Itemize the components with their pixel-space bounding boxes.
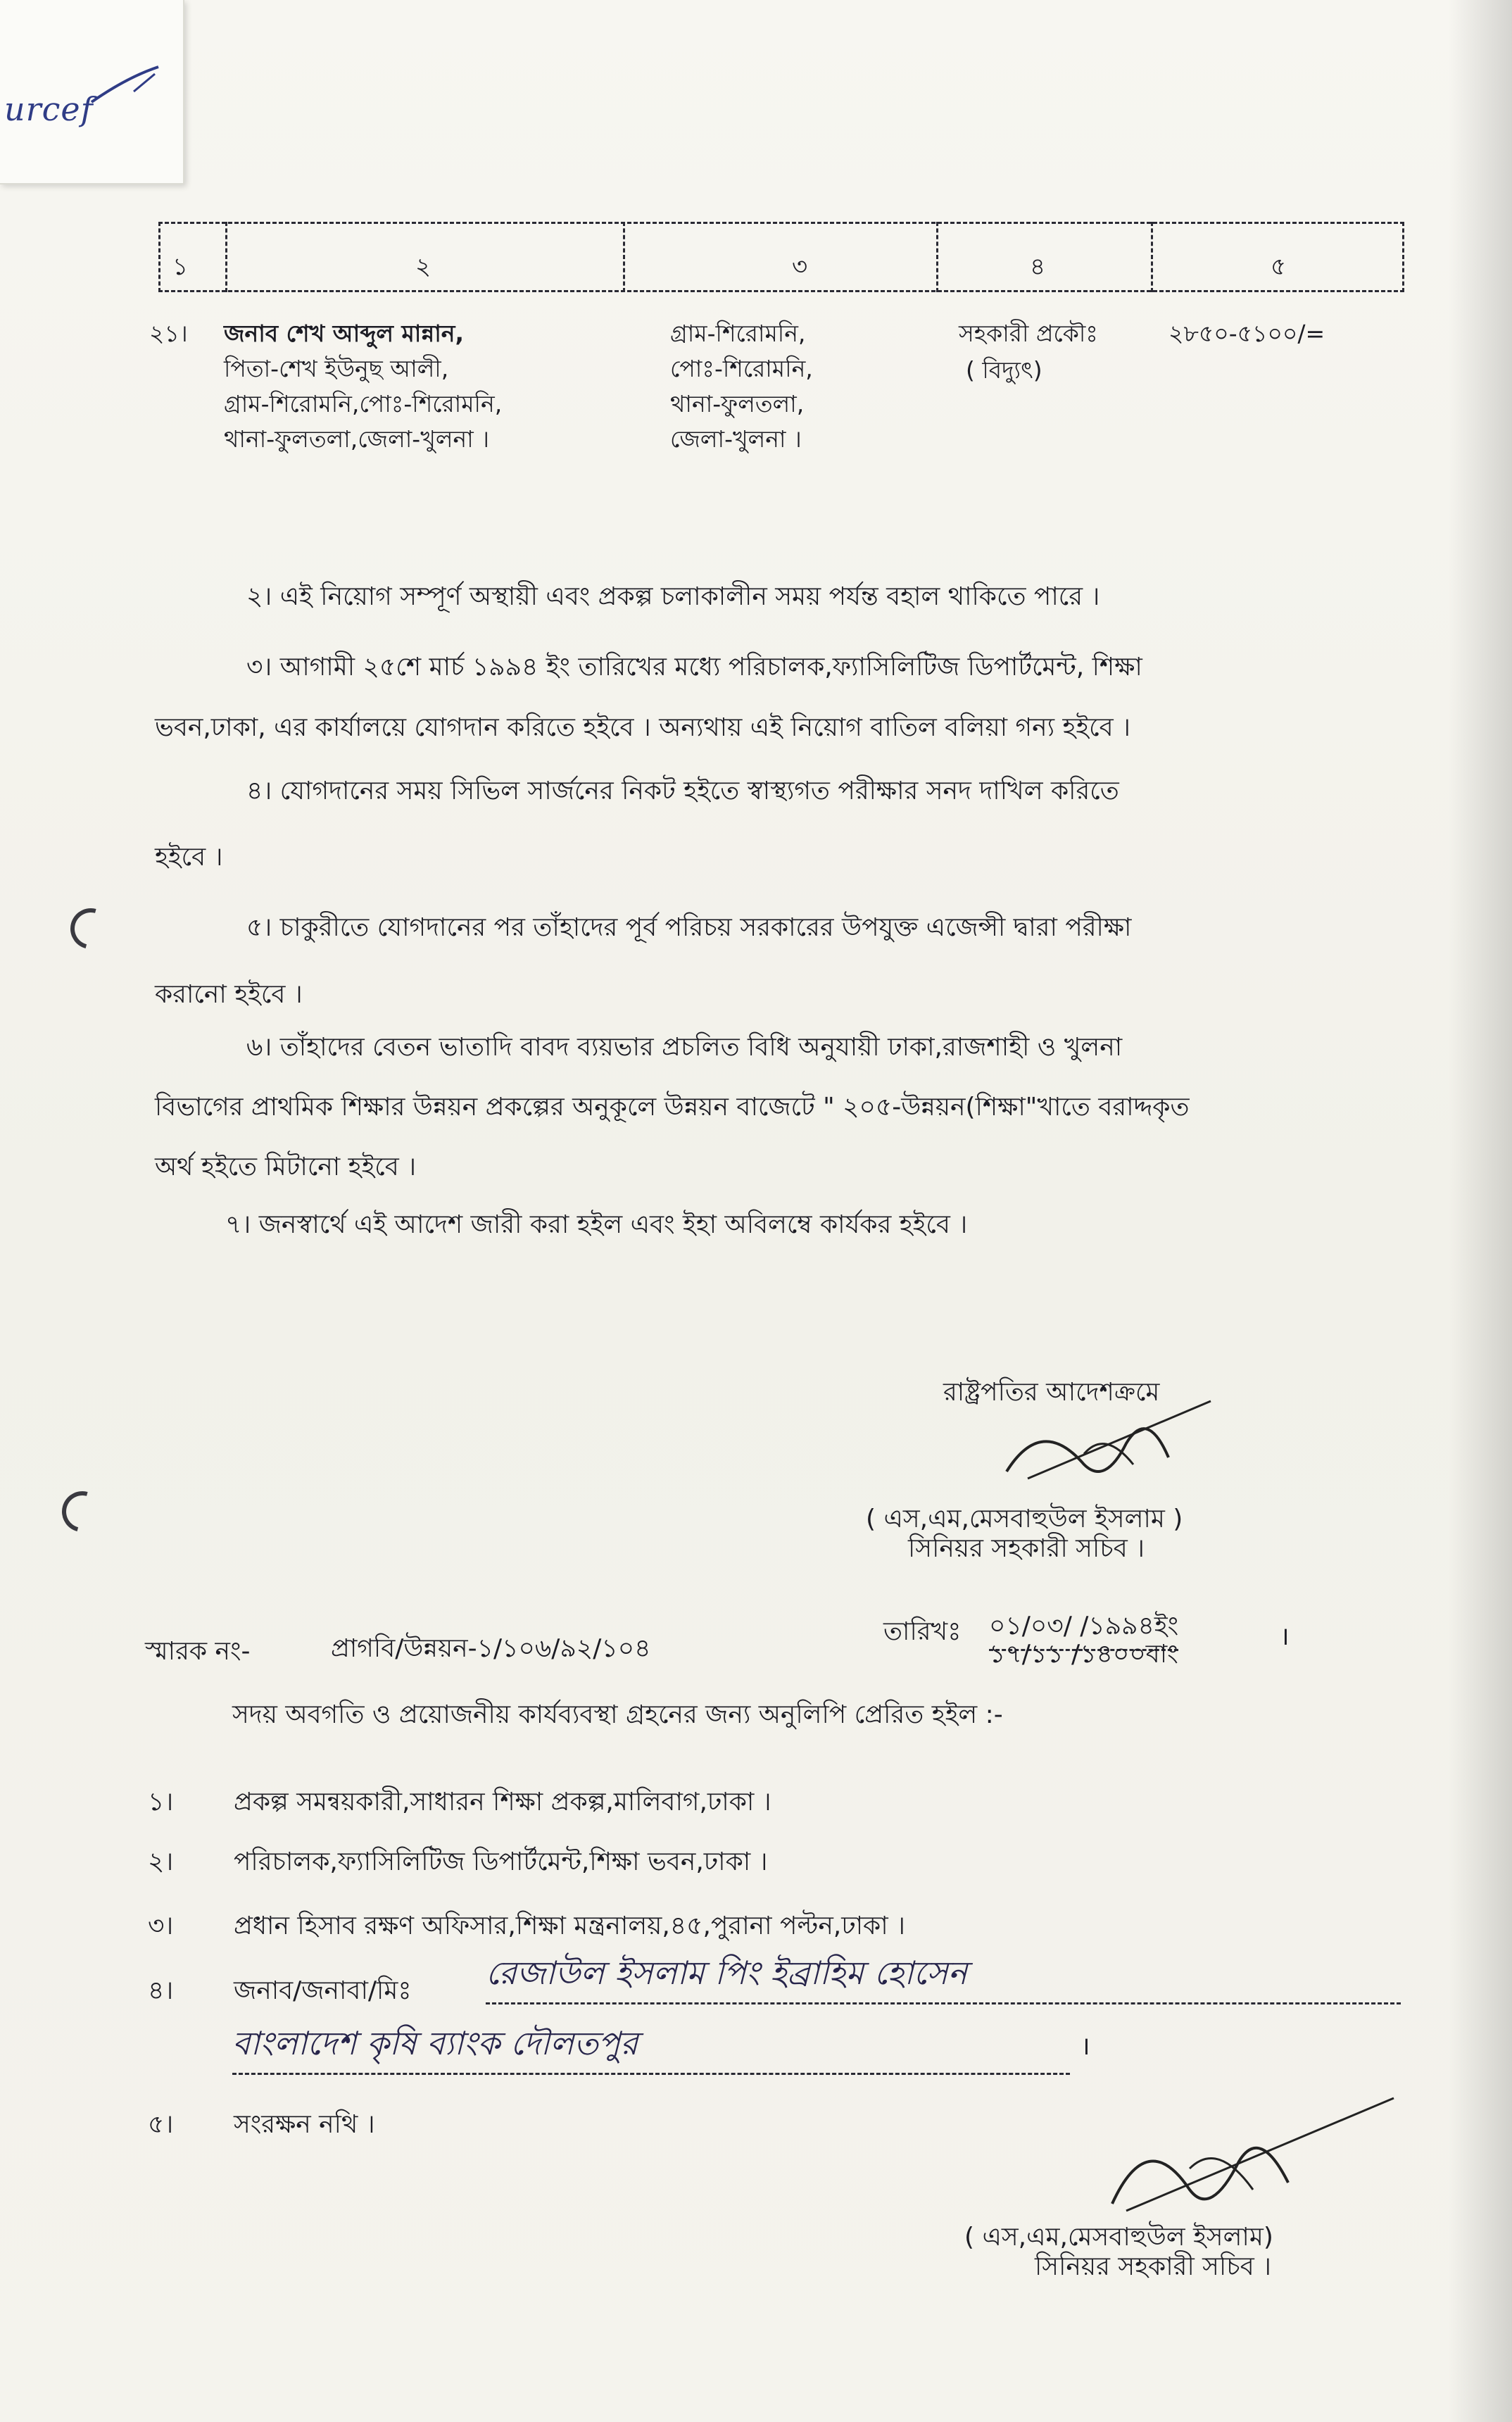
paragraph-5-line1: ৫। চাকুরীতে যোগদানের পর তাঁহাদের পূর্ব পরিচয় সরকারের উপযুক্ত এজেন্সী দ্বারা পরীক্ষা bbox=[246, 913, 1132, 942]
column-1-number: ১ bbox=[172, 253, 189, 281]
logo-swoosh-icon bbox=[84, 63, 162, 113]
entry-col3-line4: জেলা-খুলনা । bbox=[670, 425, 802, 453]
date-label: তারিখঃ bbox=[883, 1617, 962, 1646]
entry-col3-line3: থানা-ফুলতলা, bbox=[670, 390, 805, 418]
corner-sticker bbox=[0, 0, 184, 184]
column-3-number: ৩ bbox=[792, 253, 808, 281]
column-2-number: ২ bbox=[415, 253, 431, 281]
signatory-1-designation: সিনিয়র সহকারী সচিব । bbox=[908, 1534, 1145, 1563]
corner-sticker-text: urcef bbox=[4, 90, 94, 128]
column-header-table bbox=[158, 222, 1404, 292]
signature-2 bbox=[1084, 2084, 1408, 2225]
copy-intro: সদয় অবগতি ও প্রয়োজনীয় কার্যব্যবস্থা গ্রহনের জন্য অনুলিপি প্রেরিত হইল :- bbox=[232, 1700, 1003, 1729]
entry-thana: থানা-ফুলতলা,জেলা-খুলনা । bbox=[224, 425, 490, 453]
page-edge-shadow bbox=[1449, 0, 1512, 2422]
copy-5-text: সংরক্ষন নথি । bbox=[234, 2110, 375, 2139]
paragraph-3-line1: ৩। আগামী ২৫শে মার্চ ১৯৯৪ ইং তারিখের মধ্যে পরিচালক,ফ্যাসিলিটিজ ডিপার্টমেন্ট, শিক্ষা bbox=[246, 653, 1142, 682]
column-4-number: ৪ bbox=[1030, 253, 1046, 281]
entry-name: জনাব শেখ আব্দুল মান্নান, bbox=[224, 320, 464, 347]
paragraph-2: ২। এই নিয়োগ সম্পূর্ণ অস্থায়ী এবং প্রকল্প চলাকালীন সময় পর্যন্ত বহাল থাকিতে পারে । bbox=[246, 582, 1100, 611]
copy-2-number: ২। bbox=[148, 1847, 174, 1876]
entry-post-sub: ( বিদ্যুৎ) bbox=[966, 356, 1042, 384]
signatory-1-name: ( এস,এম,মেসবাহুউল ইসলাম ) bbox=[866, 1505, 1183, 1533]
copy-3-text: প্রধান হিসাব রক্ষণ অফিসার,শিক্ষা মন্ত্রনালয়,৪৫,পুরানা পল্টন,ঢাকা । bbox=[234, 1912, 905, 1940]
order-line: রাষ্ট্রপতির আদেশক্রমে bbox=[943, 1378, 1160, 1407]
date-gregorian: ০১/০৩/ /১৯৯৪ইং bbox=[989, 1607, 1178, 1651]
date-suffix: । bbox=[1280, 1622, 1290, 1651]
paragraph-6-line3: অর্থ হইতে মিটানো হইবে । bbox=[155, 1153, 417, 1181]
signature-1 bbox=[985, 1387, 1218, 1493]
copy-1-number: ১। bbox=[148, 1788, 174, 1816]
entry-col3-line1: গ্রাম-শিরোমনি, bbox=[670, 320, 806, 347]
copy-2-text: পরিচালক,ফ্যাসিলিটিজ ডিপার্টমেন্ট,শিক্ষা ভবন,ঢাকা । bbox=[234, 1847, 768, 1876]
copy-4-text: জনাব/জনাবা/মিঃ bbox=[234, 1976, 412, 2005]
date-bengali: ১৭/১১ /১৪০০বাং bbox=[989, 1640, 1178, 1669]
handwritten-recipient-line2: বাংলাদেশ কৃষি ব্যাংক দৌলতপুর bbox=[232, 2019, 1070, 2075]
memo-number: প্রাগবি/উন্নয়ন-১/১০৬/৯২/১০৪ bbox=[331, 1634, 651, 1663]
copy-5-number: ৫। bbox=[148, 2110, 174, 2139]
entry-post: সহকারী প্রকৌঃ bbox=[959, 320, 1098, 347]
paragraph-4-line1: ৪। যোগদানের সময় সিভিল সার্জনের নিকট হইতে স্বাস্থ্যগত পরীক্ষার সনদ দাখিল করিতে bbox=[246, 777, 1119, 805]
copy-3-number: ৩। bbox=[148, 1912, 174, 1940]
paragraph-7: ৭। জনস্বার্থে এই আদেশ জারী করা হইল এবং ইহা অবিলম্বে কার্যকর হইবে । bbox=[225, 1210, 968, 1239]
column-5-number: ৫ bbox=[1271, 253, 1287, 281]
entry-pay-scale: ২৮৫০-৫১০০/= bbox=[1168, 320, 1325, 347]
handwritten-recipient-line1: রেজাউল ইসলাম পিং ইব্রাহিম হোসেন bbox=[486, 1949, 1401, 2004]
paragraph-6-line1: ৬। তাঁহাদের বেতন ভাতাদি বাবদ ব্যয়ভার প্রচলিত বিধি অনুযায়ী ঢাকা,রাজশাহী ও খুলনা bbox=[246, 1033, 1123, 1062]
signatory-2-designation: সিনিয়র সহকারী সচিব । bbox=[1035, 2252, 1272, 2281]
entry-village: গ্রাম-শিরোমনি,পোঃ-শিরোমনি, bbox=[224, 390, 503, 418]
paragraph-3-line2: ভবন,ঢাকা, এর কার্যালয়ে যোগদান করিতে হইবে । অন্যথায় এই নিয়োগ বাতিল বলিয়া গন্য হইবে । bbox=[155, 713, 1130, 742]
paragraph-6-line2: বিভাগের প্রাথমিক শিক্ষার উন্নয়ন প্রকল্পের অনুকূলে উন্নয়ন বাজেটে " ২০৫-উন্নয়ন(শিক্ষা"খাতে বরাদ্দকৃত bbox=[155, 1093, 1190, 1122]
entry-col3-line2: পোঃ-শিরোমনি, bbox=[670, 355, 813, 382]
copy-1-text: প্রকল্প সমন্বয়কারী,সাধারন শিক্ষা প্রকল্প,মালিবাগ,ঢাকা । bbox=[234, 1788, 771, 1816]
entry-serial: ২১। bbox=[149, 320, 188, 347]
paragraph-5-line2: করানো হইবে । bbox=[155, 980, 303, 1009]
signatory-2-name: ( এস,এম,মেসবাহুউল ইসলাম) bbox=[964, 2223, 1273, 2252]
punch-hole-mark bbox=[54, 1483, 110, 1539]
paragraph-4-line2: হইবে । bbox=[155, 843, 223, 872]
entry-father: পিতা-শেখ ইউনুছ আলী, bbox=[224, 355, 449, 382]
copy-4-number: ৪। bbox=[148, 1976, 174, 2005]
handwritten-line-end: । bbox=[1081, 2032, 1090, 2061]
punch-hole-mark bbox=[63, 901, 118, 956]
memo-label: স্মারক নং- bbox=[145, 1637, 251, 1666]
